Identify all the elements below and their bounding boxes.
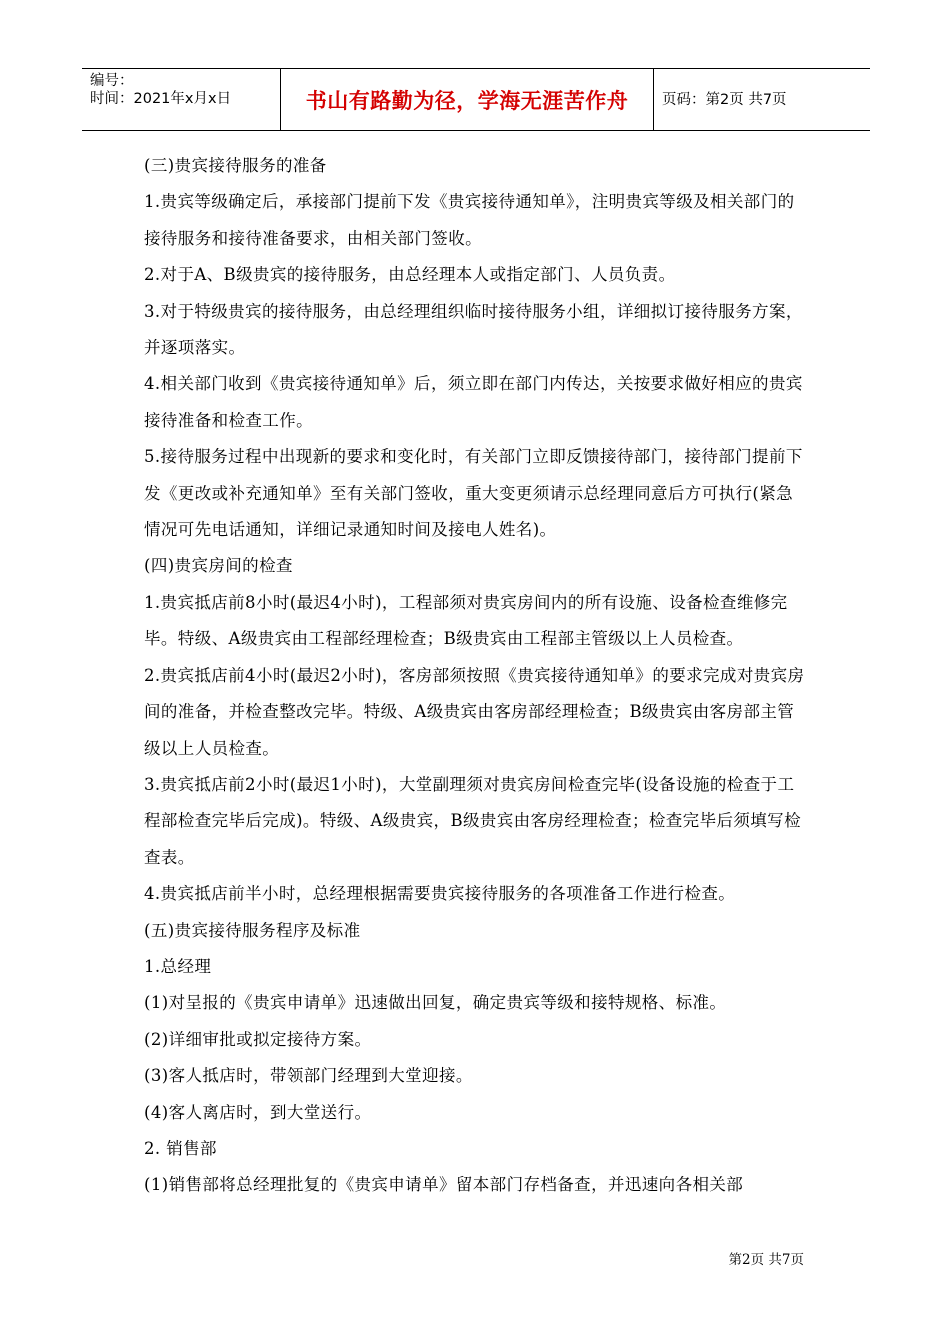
paragraph: 3.对于特级贵宾的接待服务，由总经理组织临时接待服务小组，详细拟订接待服务方案，并逐项落实。	[144, 301, 803, 358]
paragraph: 4.相关部门收到《贵宾接待通知单》后，须立即在部门内传达，关按要求做好相应的贵宾接待准备和检查工作。	[144, 374, 803, 430]
paragraph: 3.贵宾抵店前2小时(最迟1小时)，大堂副理须对贵宾房间检查完毕(设备设施的检查于工程部检查完毕后完成)。特级、A级贵宾，B级贵宾由客房经理检查；检查完毕后须填写检查表。	[144, 774, 801, 867]
subheading: 1.总经理	[144, 956, 212, 976]
document-date: 时间：2021年x月x日	[90, 91, 232, 107]
header-page-number: 页码：第2页 共7页	[662, 91, 787, 108]
section-heading: (五)贵宾接待服务程序及标准	[144, 920, 361, 940]
document-number: 编号：	[90, 73, 134, 89]
page-header	[82, 68, 870, 131]
paragraph: 1.贵宾等级确定后，承接部门提前下发《贵宾接待通知单》，注明贵宾等级及相关部门的接待服务和接待准备要求，由相关部门签收。	[144, 192, 795, 248]
page-footer: 第2页 共7页	[728, 1252, 804, 1268]
list-item: (4)客人离店时，到大堂送行。	[144, 1102, 372, 1122]
paragraph: 1.贵宾抵店前8小时(最迟4小时)，工程部须对贵宾房间内的所有设施、设备检查维修完毕。特级、A级贵宾由工程部经理检查；B级贵宾由工程部主管级以上人员检查。	[144, 592, 788, 649]
list-item: (3)客人抵店时，带领部门经理到大堂迎接。	[144, 1066, 473, 1086]
document-body	[144, 148, 809, 1204]
section-heading: (四)贵宾房间的检查	[144, 556, 293, 576]
subheading: 2. 销售部	[144, 1138, 217, 1158]
list-item: (2)详细审批或拟定接待方案。	[144, 1029, 372, 1049]
section-heading: (三)贵宾接待服务的准备	[144, 156, 327, 175]
list-item: (1)对呈报的《贵宾申请单》迅速做出回复，确定贵宾等级和接特规格、标准。	[144, 993, 727, 1013]
header-page-cell	[654, 69, 870, 130]
header-motto-cell	[281, 69, 654, 130]
header-motto: 书山有路勤为径，学海无涯苦作舟	[305, 88, 629, 113]
paragraph: 2.对于A、B级贵宾的接待服务，由总经理本人或指定部门、人员负责。	[144, 265, 676, 285]
list-item: (1)销售部将总经理批复的《贵宾申请单》留本部门存档备查，并迅速向各相关部	[144, 1175, 744, 1195]
paragraph: 4.贵宾抵店前半小时，总经理根据需要贵宾接待服务的各项准备工作进行检查。	[144, 884, 736, 904]
paragraph: 2.贵宾抵店前4小时(最迟2小时)，客房部须按照《贵宾接待通知单》的要求完成对贵宾房间的准备，并检查整改完毕。特级、A级贵宾由客房部经理检查；B级贵宾由客房部主管级以上人员检查。	[144, 665, 805, 758]
paragraph: 5.接待服务过程中出现新的要求和变化时，有关部门立即反馈接待部门，接待部门提前下发《更改或补充通知单》至有关部门签收，重大变更须请示总经理同意后方可执行(紧急情况可先电话通知，详细记录通知时间及接电人姓名)。	[144, 447, 803, 540]
header-meta-cell	[82, 69, 281, 130]
